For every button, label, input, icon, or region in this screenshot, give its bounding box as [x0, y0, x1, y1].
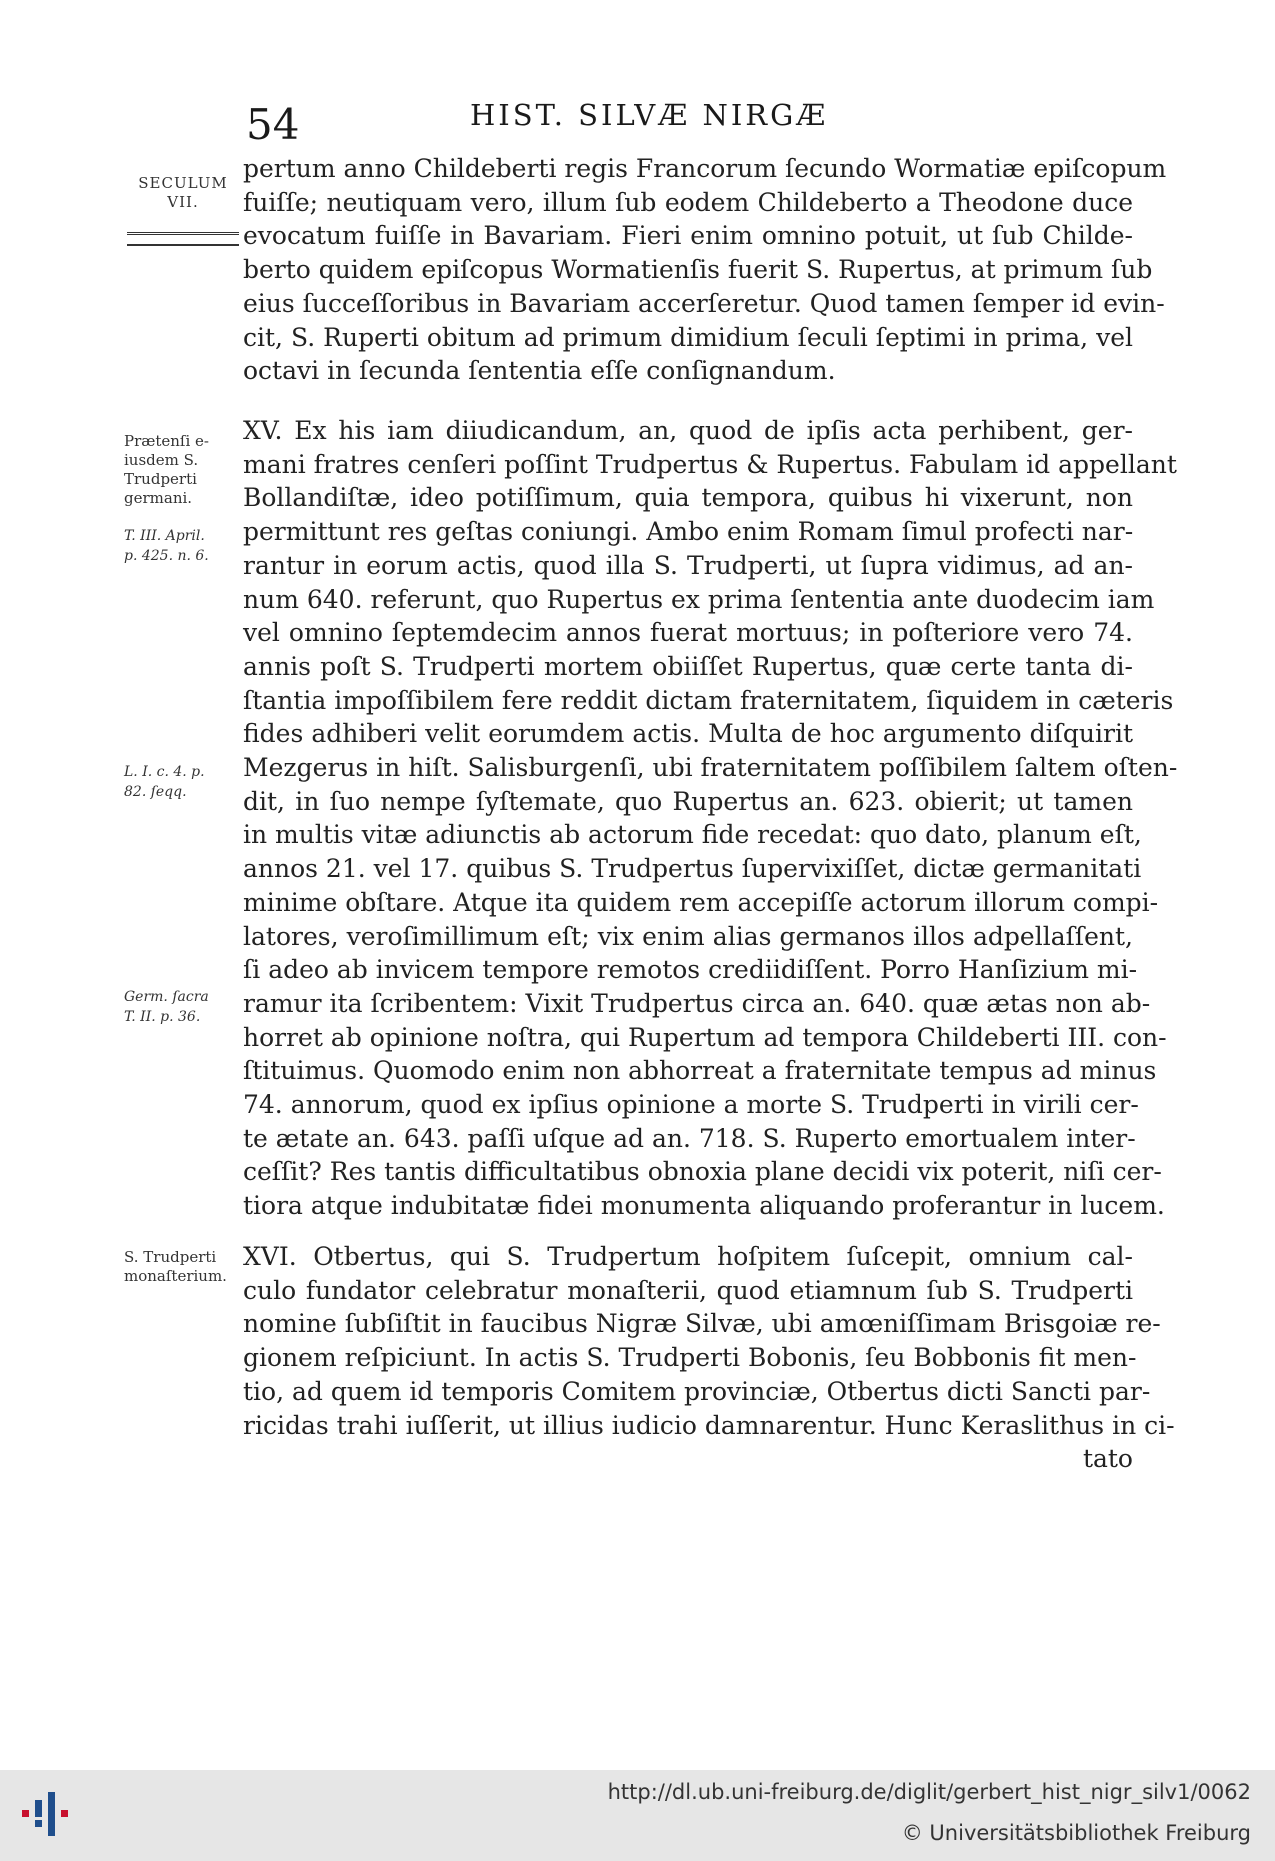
text-line: in multis vitæ adiunctis ab actorum fide recedat: quo dato, planum eſt, — [243, 820, 1142, 850]
text-line: Mezgerus in hiſt. Salisburgenſi, ubi fraternitatem poſſibilem ſaltem oſten- — [243, 753, 1178, 783]
text-line: ſi adeo ab invicem tempore remotos crediidiſſent. Porro Hanſizium mi- — [243, 955, 1138, 985]
margin-line: 82. ſeqq. — [124, 784, 187, 800]
permalink-url[interactable]: http://dl.ub.uni-freiburg.de/diglit/gerbert_hist_nigr_silv1/0062 — [607, 1780, 1251, 1804]
text-line: fuiſſe; neutiquam vero, illum ſub eodem Childeberto a Theodone duce — [243, 187, 1133, 217]
text-line: vel omnino ſeptemdecim annos fuerat mortuus; in poſteriore vero 74. — [243, 618, 1133, 648]
text-line: fides adhiberi velit eorumdem actis. Multa de hoc argumento diſquirit — [243, 719, 1133, 749]
text-line: gionem reſpiciunt. In actis S. Trudperti Bobonis, ſeu Bobbonis fit men- — [243, 1343, 1137, 1373]
page-number: 54 — [246, 100, 300, 149]
text-line: XV. Ex his iam diiudicandum, an, quod de ipſis acta perhibent, ger- — [243, 416, 1133, 445]
text-line: Bollandiſtæ, ideo potiſſimum, quia tempora, quibus hi vixerunt, non — [243, 483, 1133, 513]
text-line: mani fratres cenſeri poſſint Trudpertus & Rupertus. Fabulam id appellant — [243, 449, 1177, 479]
paragraph-continuation — [243, 152, 1167, 388]
margin-double-rule — [127, 232, 239, 246]
text-line: tio, ad quem id temporis Comitem provinciæ, Otbertus dicti Sancti par- — [243, 1376, 1151, 1406]
margin-line: p. 425. n. 6. — [124, 548, 209, 564]
text-line: XVI. Otbertus, qui S. Trudpertum hoſpitem ſuſcepit, omnium cal- — [243, 1242, 1133, 1271]
library-logo-icon — [18, 1788, 78, 1844]
text-line: annos 21. vel 17. quibus S. Trudpertus ſupervixiſſet, dictæ germanitati — [243, 854, 1142, 884]
paragraph-xvi — [243, 1240, 1175, 1476]
text-line: horret ab opinione noſtra, qui Rupertum ad tempora Childeberti III. con- — [243, 1022, 1167, 1052]
text-line: annis poſt S. Trudperti mortem obiiſſet Rupertus, quæ certe tanta di- — [243, 651, 1133, 681]
margin-note-praetensi — [124, 432, 242, 508]
text-line: minime obſtare. Atque ita quidem rem accepiſſe actorum illorum compi- — [243, 887, 1159, 917]
margin-note-ref-mezger — [124, 762, 242, 802]
margin-line: monaſterium. — [124, 1267, 227, 1285]
margin-note-seculum — [124, 174, 242, 212]
text-line: cit, S. Ruperti obitum ad primum dimidium ſeculi ſeptimi in prima, vel — [243, 322, 1133, 352]
text-line: octavi in ſecunda ſententia eſſe conſignandum. — [243, 356, 836, 386]
margin-line: VII. — [167, 193, 199, 211]
margin-line: Germ. ſacra — [124, 989, 209, 1005]
margin-line: Trudperti — [124, 470, 197, 488]
text-line: ceſſit? Res tantis difficultatibus obnoxia plane decidi vix poterit, niſi cer- — [243, 1157, 1162, 1187]
text-line: num 640. referunt, quo Rupertus ex prima ſententia ante duodecim iam — [243, 584, 1155, 614]
margin-line: T. II. p. 36. — [124, 1009, 201, 1025]
text-line: rantur in eorum actis, quod illa S. Trudperti, ut ſupra vidimus, ad an- — [243, 550, 1133, 580]
paragraph-xv — [243, 414, 1178, 1223]
text-line: latores, veroſimillimum eſt; vix enim alias germanos illos adpellaſſent, — [243, 921, 1133, 951]
text-line: te ætate an. 643. paſſi uſque ad an. 718. S. Ruperto emortualem inter- — [243, 1123, 1136, 1153]
margin-line: S. Trudperti — [124, 1248, 217, 1266]
text-line: ſtituimus. Quomodo enim non abhorreat a fraternitate tempus ad minus — [243, 1056, 1157, 1086]
margin-note-monasterium — [124, 1248, 242, 1286]
text-line: ricidas trahi iuſſerit, ut illius iudicio damnarentur. Hunc Keraslithus in ci- — [243, 1410, 1175, 1440]
text-line: tiora atque indubitatæ fidei monumenta aliquando proferantur in lucem. — [243, 1191, 1165, 1221]
text-line: dit, in ſuo nempe ſyſtemate, quo Rupertus an. 623. obierit; ut tamen — [243, 786, 1133, 816]
text-line: nomine ſubſiſtit in faucibus Nigræ Silvæ, ubi amœniſſimam Brisgoiæ re- — [243, 1309, 1161, 1339]
margin-line: SECULUM — [138, 174, 228, 192]
text-line: ſtantia impoſſibilem fere reddit dictam fraternitatem, ſiquidem in cæteris — [243, 685, 1174, 715]
margin-line: Prætenſi e- — [124, 432, 209, 450]
copyright-notice: © Universitätsbibliothek Freiburg — [901, 1821, 1251, 1845]
text-line: 74. annorum, quod ex ipſius opinione a morte S. Trudperti in virili cer- — [243, 1090, 1139, 1120]
text-line: permittunt res geſtas coniungi. Ambo enim Romam ſimul profecti nar- — [243, 517, 1134, 547]
margin-line: iusdem S. — [124, 451, 199, 469]
margin-line: germani. — [124, 489, 193, 507]
margin-note-ref-germ — [124, 987, 242, 1027]
text-line: ramur ita ſcribentem: Vixit Trudpertus circa an. 640. quæ ætas non ab- — [243, 988, 1151, 1018]
text-line: eius ſucceſſoribus in Bavariam accerſeretur. Quod tamen ſemper id evin- — [243, 288, 1165, 318]
footer-bar — [0, 1770, 1275, 1861]
margin-note-ref-april — [124, 526, 242, 566]
margin-line: L. I. c. 4. p. — [124, 764, 205, 780]
text-line: culo fundator celebratur monaſterii, quod etiamnum ſub S. Trudperti — [243, 1275, 1133, 1305]
running-head: HIST. SILVÆ NIRGÆ — [470, 98, 829, 132]
text-line: pertum anno Childeberti regis Francorum ſecundo Wormatiæ epiſcopum — [243, 154, 1167, 183]
text-line: evocatum fuiſſe in Bavariam. Fieri enim omnino potuit, ut ſub Childe- — [243, 221, 1133, 251]
text-line: berto quidem epiſcopus Wormatienſis fuerit S. Rupertus, at primum ſub — [243, 255, 1153, 285]
margin-line: T. III. April. — [124, 528, 205, 544]
catchword: tato — [1082, 1444, 1133, 1474]
